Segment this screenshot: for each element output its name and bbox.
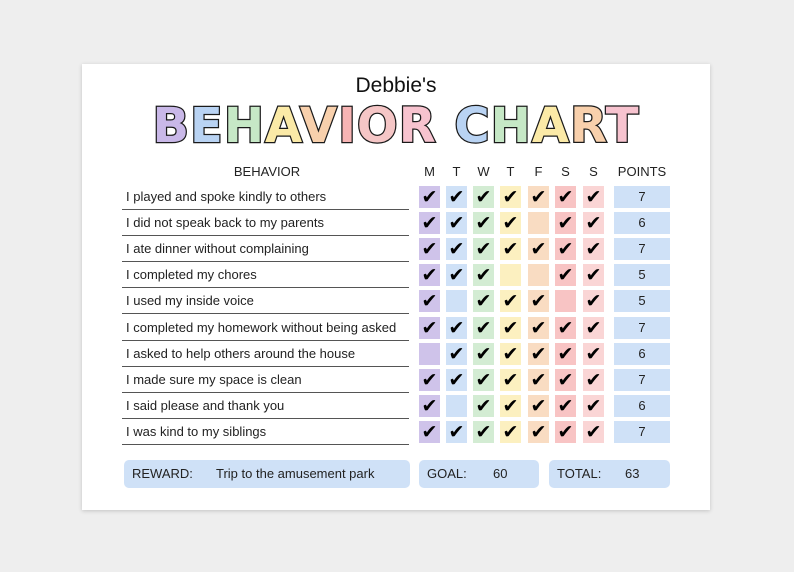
title-letter: O [356, 98, 399, 154]
check-cell-checked[interactable]: ✔ [528, 343, 549, 365]
title-letter: A [265, 98, 300, 154]
behavior-column-header: BEHAVIOR [233, 164, 301, 179]
check-cell-empty[interactable] [528, 264, 549, 286]
check-cell-checked[interactable]: ✔ [446, 264, 467, 286]
check-cell-checked[interactable]: ✔ [419, 212, 440, 234]
points-cell: 7 [614, 317, 670, 339]
title-letter [437, 98, 455, 154]
check-cell-checked[interactable]: ✔ [500, 317, 521, 339]
points-column-header: POINTS [617, 164, 667, 179]
check-cell-checked[interactable]: ✔ [419, 238, 440, 260]
points-cell: 7 [614, 186, 670, 208]
check-cell-empty[interactable] [555, 290, 576, 312]
day-header: T [506, 164, 515, 179]
check-cell-checked[interactable]: ✔ [473, 186, 494, 208]
check-cell-checked[interactable]: ✔ [473, 317, 494, 339]
check-cell-checked[interactable]: ✔ [528, 186, 549, 208]
check-cell-checked[interactable]: ✔ [500, 421, 521, 443]
check-cell-checked[interactable]: ✔ [473, 395, 494, 417]
behavior-label: I made sure my space is clean [122, 367, 409, 393]
points-cell: 7 [614, 421, 670, 443]
check-cell-checked[interactable]: ✔ [500, 343, 521, 365]
check-cell-checked[interactable]: ✔ [555, 264, 576, 286]
check-cell-empty[interactable] [446, 395, 467, 417]
check-cell-checked[interactable]: ✔ [473, 264, 494, 286]
reward-value: Trip to the amusement park [216, 466, 375, 481]
behavior-label: I played and spoke kindly to others [122, 184, 409, 210]
points-cell: 6 [614, 395, 670, 417]
check-cell-checked[interactable]: ✔ [555, 395, 576, 417]
behavior-chart-card [82, 64, 710, 510]
title-letter: E [190, 98, 224, 154]
points-cell: 7 [614, 369, 670, 391]
check-cell-checked[interactable]: ✔ [555, 343, 576, 365]
check-cell-checked[interactable]: ✔ [528, 369, 549, 391]
check-cell-checked[interactable]: ✔ [528, 238, 549, 260]
child-name: Debbie's [355, 74, 437, 97]
check-cell-checked[interactable]: ✔ [583, 186, 604, 208]
check-cell-checked[interactable]: ✔ [473, 238, 494, 260]
total-label: TOTAL: [557, 466, 602, 481]
reward-label: REWARD: [132, 466, 193, 481]
goal-label: GOAL: [427, 466, 467, 481]
check-cell-checked[interactable]: ✔ [555, 369, 576, 391]
behavior-label: I completed my homework without being asked [122, 315, 409, 341]
check-cell-checked[interactable]: ✔ [583, 264, 604, 286]
title-letter: T [605, 98, 640, 154]
check-cell-checked[interactable]: ✔ [583, 212, 604, 234]
check-cell-checked[interactable]: ✔ [528, 290, 549, 312]
check-cell-checked[interactable]: ✔ [500, 212, 521, 234]
behavior-label: I ate dinner without complaining [122, 236, 409, 262]
check-cell-checked[interactable]: ✔ [419, 421, 440, 443]
check-cell-checked[interactable]: ✔ [419, 290, 440, 312]
check-cell-checked[interactable]: ✔ [500, 238, 521, 260]
check-cell-checked[interactable]: ✔ [583, 343, 604, 365]
behavior-label: I said please and thank you [122, 393, 409, 419]
check-cell-checked[interactable]: ✔ [419, 395, 440, 417]
check-cell-checked[interactable]: ✔ [446, 317, 467, 339]
title-letter: H [490, 98, 532, 154]
check-cell-checked[interactable]: ✔ [583, 395, 604, 417]
goal-value: 60 [493, 466, 508, 481]
check-cell-checked[interactable]: ✔ [583, 369, 604, 391]
check-cell-checked[interactable]: ✔ [500, 290, 521, 312]
title-letter: H [223, 98, 266, 154]
check-cell-checked[interactable]: ✔ [419, 369, 440, 391]
title-letter: A [531, 98, 570, 154]
title-letter: V [299, 98, 339, 154]
title-letter: B [152, 98, 191, 154]
check-cell-checked[interactable]: ✔ [473, 290, 494, 312]
points-cell: 6 [614, 343, 670, 365]
check-cell-empty[interactable] [446, 290, 467, 312]
check-cell-checked[interactable]: ✔ [473, 343, 494, 365]
title-letter: C [454, 98, 491, 154]
check-cell-checked[interactable]: ✔ [446, 186, 467, 208]
check-cell-checked[interactable]: ✔ [473, 421, 494, 443]
check-cell-empty[interactable] [419, 343, 440, 365]
check-cell-checked[interactable]: ✔ [583, 290, 604, 312]
check-cell-checked[interactable]: ✔ [528, 395, 549, 417]
check-cell-checked[interactable]: ✔ [555, 212, 576, 234]
day-header: W [477, 164, 490, 179]
check-cell-checked[interactable]: ✔ [583, 238, 604, 260]
check-cell-checked[interactable]: ✔ [500, 395, 521, 417]
check-cell-empty[interactable] [528, 212, 549, 234]
check-cell-checked[interactable]: ✔ [500, 369, 521, 391]
total-box [549, 460, 670, 488]
check-cell-checked[interactable]: ✔ [528, 421, 549, 443]
total-value: 63 [625, 466, 640, 481]
reward-box [124, 460, 410, 488]
points-cell: 6 [614, 212, 670, 234]
day-header: S [561, 164, 570, 179]
check-cell-checked[interactable]: ✔ [473, 212, 494, 234]
behavior-label: I asked to help others around the house [122, 341, 409, 367]
day-header: F [534, 164, 543, 179]
title-letter: R [569, 98, 606, 154]
check-cell-checked[interactable]: ✔ [555, 238, 576, 260]
behavior-label: I used my inside voice [122, 288, 409, 314]
points-cell: 7 [614, 238, 670, 260]
behavior-label: I was kind to my siblings [122, 419, 409, 445]
day-header: S [589, 164, 598, 179]
check-cell-checked[interactable]: ✔ [446, 369, 467, 391]
check-cell-checked[interactable]: ✔ [583, 317, 604, 339]
behavior-label: I did not speak back to my parents [122, 210, 409, 236]
title-letter: I [338, 98, 357, 154]
check-cell-checked[interactable]: ✔ [419, 317, 440, 339]
check-cell-checked[interactable]: ✔ [583, 421, 604, 443]
points-cell: 5 [614, 264, 670, 286]
check-cell-checked[interactable]: ✔ [555, 186, 576, 208]
day-header: T [452, 164, 461, 179]
check-cell-checked[interactable]: ✔ [446, 343, 467, 365]
points-cell: 5 [614, 290, 670, 312]
title-letter: R [398, 98, 437, 154]
goal-box [419, 460, 539, 488]
check-cell-checked[interactable]: ✔ [419, 264, 440, 286]
behavior-label: I completed my chores [122, 262, 409, 288]
chart-title [82, 96, 710, 156]
check-cell-checked[interactable]: ✔ [446, 212, 467, 234]
check-cell-checked[interactable]: ✔ [555, 317, 576, 339]
check-cell-checked[interactable]: ✔ [446, 238, 467, 260]
check-cell-checked[interactable]: ✔ [473, 369, 494, 391]
check-cell-checked[interactable]: ✔ [419, 186, 440, 208]
check-cell-checked[interactable]: ✔ [528, 317, 549, 339]
check-cell-empty[interactable] [500, 264, 521, 286]
check-cell-checked[interactable]: ✔ [500, 186, 521, 208]
day-header: M [424, 164, 435, 179]
check-cell-checked[interactable]: ✔ [555, 421, 576, 443]
check-cell-checked[interactable]: ✔ [446, 421, 467, 443]
